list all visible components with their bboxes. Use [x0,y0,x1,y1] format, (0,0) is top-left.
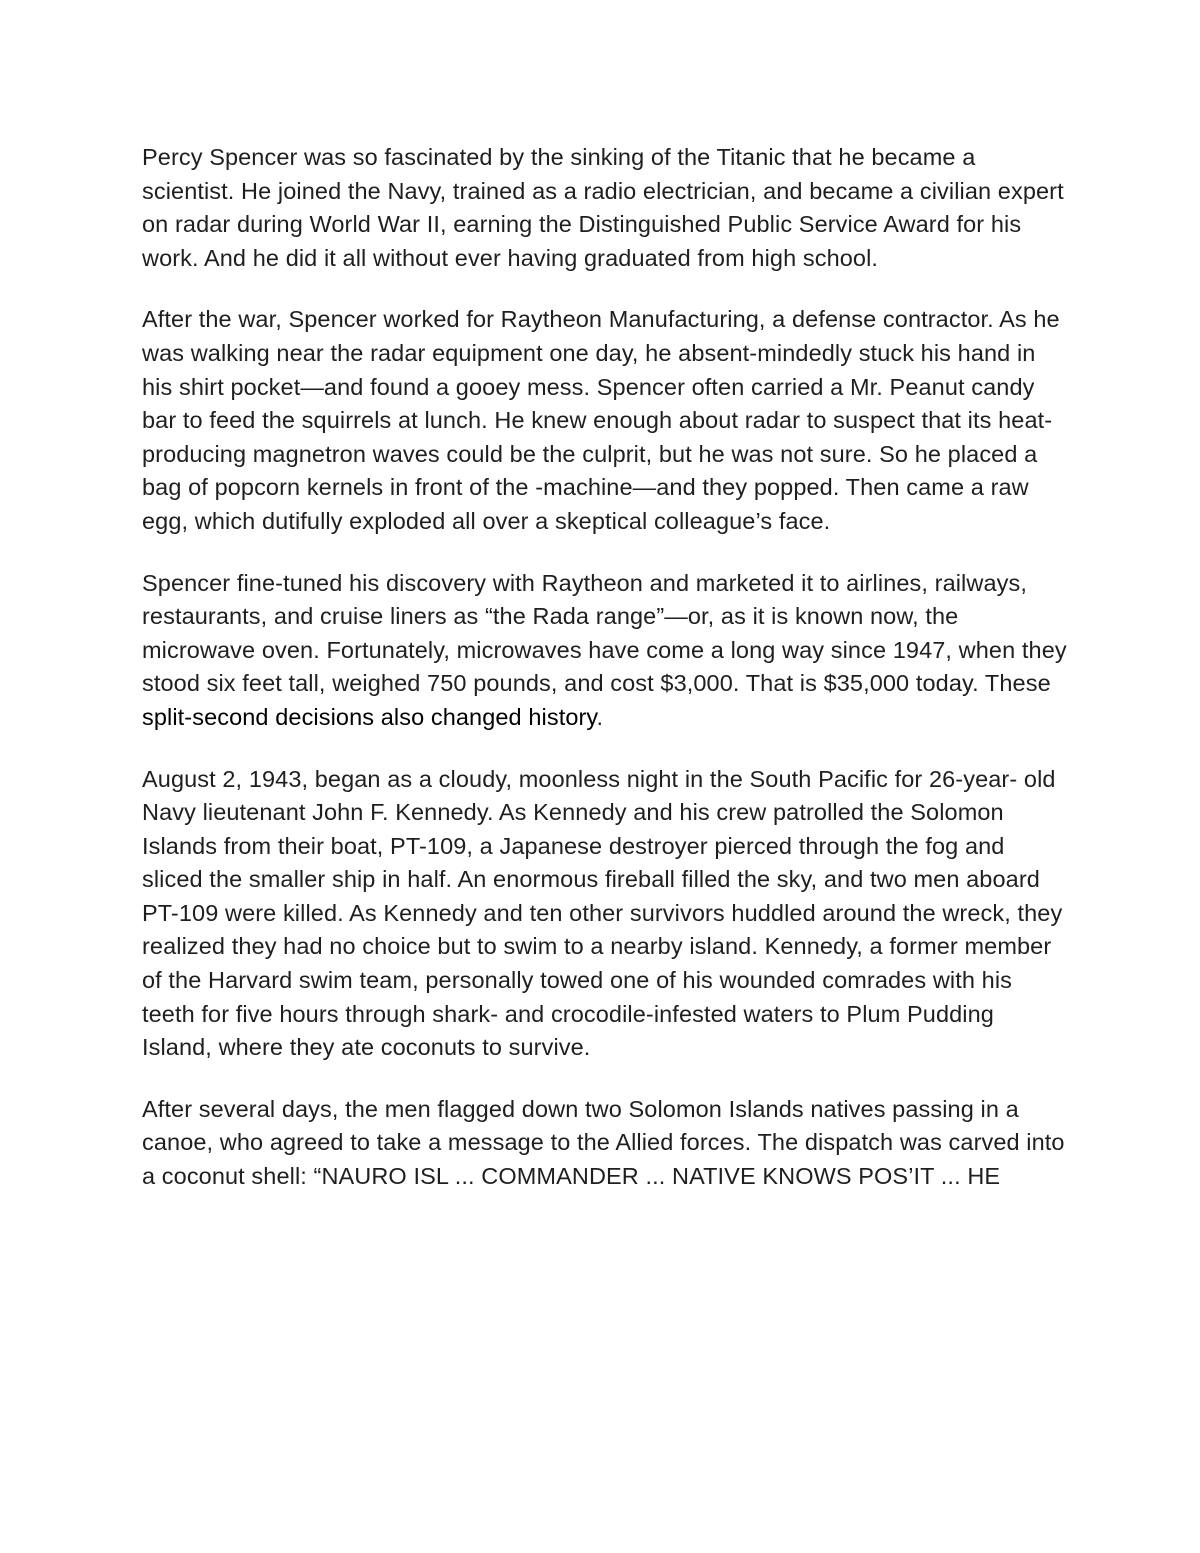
paragraph-text: After several days, the men flagged down two Solomon Islands natives passing in a canoe, who agreed to take a message to the Allied forces. The dispatch was carved into a coconut shell: “NAURO ISL ... COMMANDER ... NATIVE KNOWS POS’IT ... HE [142,1095,1065,1190]
paragraph-percy-spencer [142,141,1067,275]
paragraph-coconut-message [142,1093,1067,1194]
paragraph-text: After the war, Spencer worked for Raytheon Manufacturing, a defense contractor. As he was walking near the radar equipment one day, he absent-mindedly stuck his hand in his shirt pocket—and found a gooey mess. Spencer often carried a Mr. Peanut candy bar to feed the squirrels at lunch. He knew enough about radar to suspect that its heat-producing magnetron waves could be the culprit, but he was not sure. So he placed a bag of popcorn kernels in front of the -machine—and they popped. Then came a raw egg, which dutifully exploded all over a skeptical colleague’s face. [142,306,1060,534]
paragraph-text: August 2, 1943, began as a cloudy, moonless night in the South Pacific for 26-year- old Navy lieutenant John F. Kennedy. As Kennedy and his crew patrolled the Solomon Islands from their boat, PT-109, a Japanese destroyer pierced through the fog and sliced the smaller ship in half. An enormous fireball filled the sky, and two men aboard PT-109 were killed. As Kennedy and ten other survivors huddled around the wreck, they realized they had no choice but to swim to a nearby island. Kennedy, a former member of the Harvard swim team, personally towed one of his wounded comrades with his teeth for five hours through shark- and crocodile-infested waters to Plum Pudding Island, where they ate coconuts to survive. [142,765,1063,1061]
paragraph-microwave-oven [142,567,1067,735]
paragraph-tail: . [596,703,604,730]
document-body [142,141,1067,1222]
paragraph-emphasis: split-second decisions also changed history [142,703,597,730]
paragraph-text: Percy Spencer was so fascinated by the sinking of the Titanic that he became a scientist. He joined the Navy, trained as a radio electrician, and became a civilian expert on radar during World War II, earning the Distinguished Public Service Award for his work. And he did it all without ever having graduated from high school. [142,144,1064,271]
paragraph-text: Spencer fine-tuned his discovery with Raytheon and marketed it to airlines, railways, restaurants, and cruise liners as “the Rada range”—or, as it is known now, the microwave oven. Fortunately, microwaves have come a long way since 1947, when they stood six feet tall, weighed 750 pounds, and cost $3,000. That is $35,000 today. These [142,569,1067,697]
paragraph-after-the-war [142,303,1067,538]
paragraph-kennedy-pt109 [142,763,1067,1065]
